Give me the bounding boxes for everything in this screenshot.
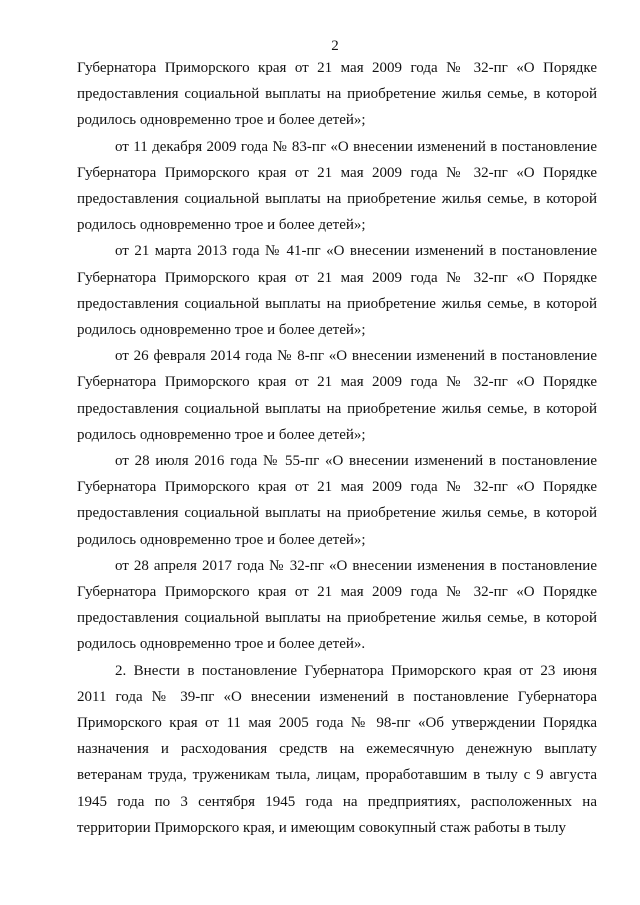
paragraph-continued: Губернатора Приморского края от 21 мая 2009 года № 32-пг «О Порядке предоставления социальной выплаты на приобретение жилья семье, в которой родилось одновременно трое и более детей»; — [77, 60, 597, 129]
paragraph-amendment-2014-02-26: от 26 февраля 2014 года № 8-пг «О внесении изменений в постановление Губернатора Приморского края от 21 мая 2009 года № 32-пг «О Порядке предоставления социальной выплаты на приобретение жилья семье, в которой родилось одновременно трое и более детей»; — [77, 348, 597, 443]
paragraph-amendment-2017-04-28: от 28 апреля 2017 года № 32-пг «О внесении изменения в постановление Губернатора Приморского края от 21 мая 2009 года № 32-пг «О Порядке предоставления социальной выплаты на приобретение жилья семье, в которой родилось одновременно трое и более детей». — [77, 557, 597, 653]
document-body — [77, 55, 597, 841]
paragraph-amendment-2016-07-28: от 28 июля 2016 года № 55-пг «О внесении изменений в постановление Губернатора Приморского края от 21 мая 2009 года № 32-пг «О Порядке предоставления социальной выплаты на приобретение жилья семье, в которой родилось одновременно трое и более детей»; — [77, 453, 597, 548]
paragraph-amendment-2013-03-21: от 21 марта 2013 года № 41-пг «О внесении изменений в постановление Губернатора Приморского края от 21 мая 2009 года № 32-пг «О Порядке предоставления социальной выплаты на приобретение жилья семье, в которой родилось одновременно трое и более детей»; — [77, 243, 597, 339]
paragraph-amendment-2009-12-11: от 11 декабря 2009 года № 83-пг «О внесении изменений в постановление Губернатора Приморского края от 21 мая 2009 года № 32-пг «О Порядке предоставления социальной выплаты на приобретение жилья семье, в которой родилось одновременно трое и более детей»; — [77, 138, 597, 234]
paragraph-item-2: 2. Внести в постановление Губернатора Приморского края от 23 июня 2011 года № 39-пг «О внесении изменений в постановление Губернатора Приморского края от 11 мая 2005 года № 98-пг «Об утверждении Порядка назначения и расходования средств на ежемесячную денежную выплату ветеранам труда, труженикам тыла, лицам, проработавшим в тылу с 9 августа 1945 года по 3 сентября 1945 года на предприятиях, расположенных на территории Приморского края, и имеющим совокупный стаж работы в тылу — [77, 662, 597, 836]
page-number: 2 — [331, 38, 339, 54]
